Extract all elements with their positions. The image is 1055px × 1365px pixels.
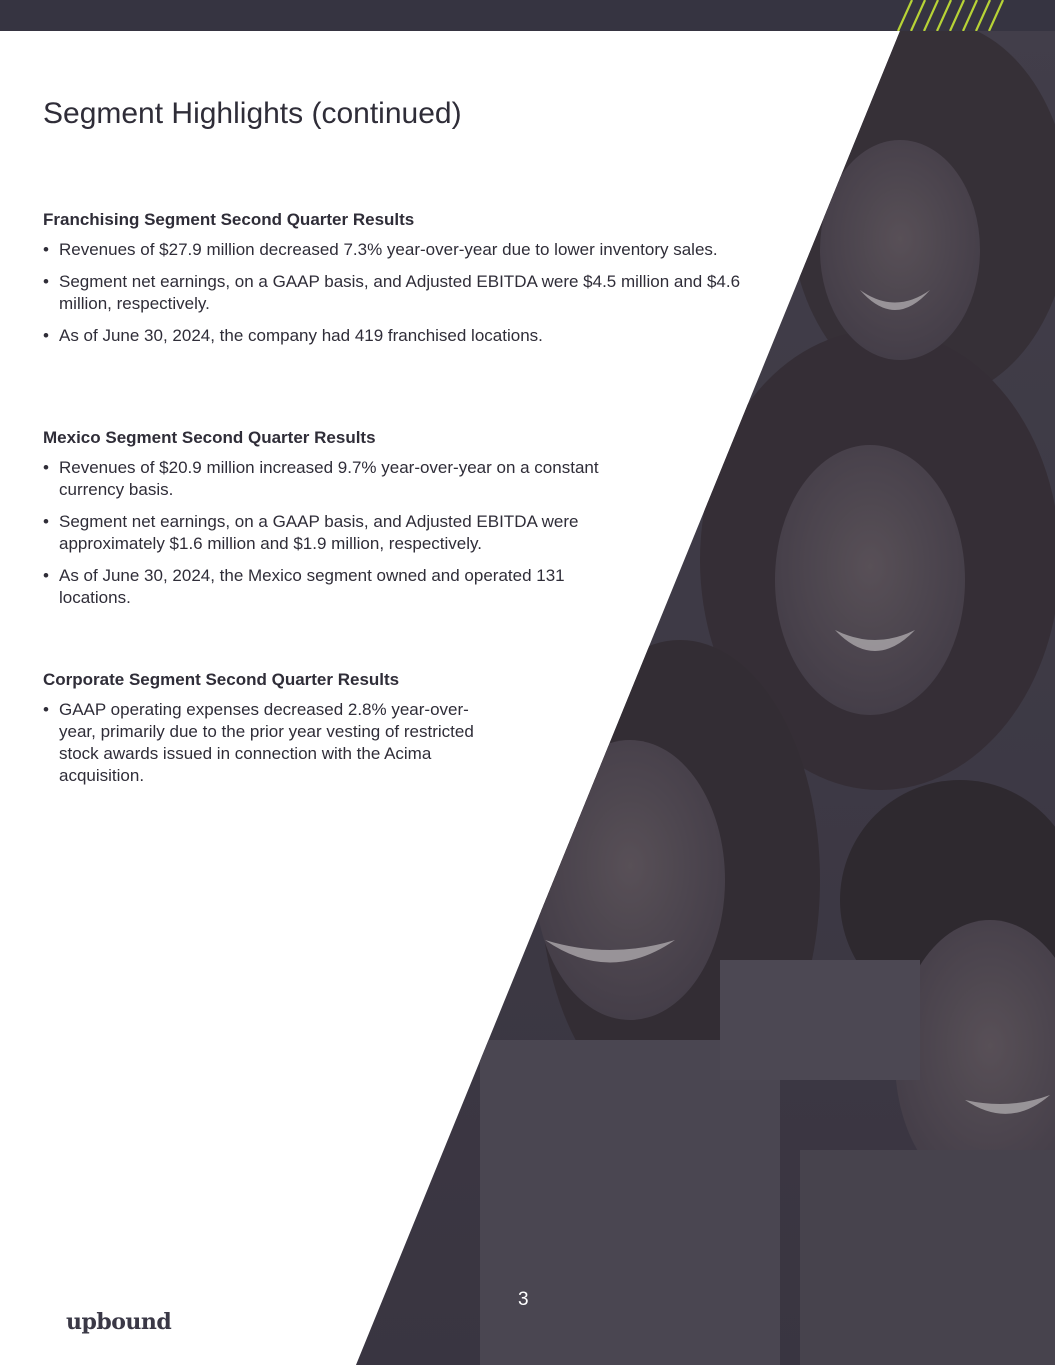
bullet-list xyxy=(43,457,633,609)
bullet-list xyxy=(43,239,758,347)
bullet-item: • Revenues of $27.9 million decreased 7.3% year-over-year due to lower inventory sales. xyxy=(43,239,758,261)
bullet-item: • Segment net earnings, on a GAAP basis, and Adjusted EBITDA were $4.5 million and $4.6 million, respectively. xyxy=(43,271,758,315)
franchising-segment-section xyxy=(43,209,758,357)
bullet-item: • As of June 30, 2024, the company had 419 franchised locations. xyxy=(43,325,758,347)
section-heading: Mexico Segment Second Quarter Results xyxy=(43,428,376,447)
bullet-item: • GAAP operating expenses decreased 2.8% year-over-year, primarily due to the prior year vesting of restricted stock awards issued in connection with the Acima acquisition. xyxy=(43,699,483,787)
section-heading: Corporate Segment Second Quarter Results xyxy=(43,670,400,689)
bullet-item: • Segment net earnings, on a GAAP basis, and Adjusted EBITDA were approximately $1.6 million and $1.9 million, respectively. xyxy=(43,511,633,555)
upbound-logo: upbound xyxy=(66,1309,172,1335)
page-number: 3 xyxy=(518,1289,529,1310)
corporate-segment-section xyxy=(43,669,483,797)
section-heading: Franchising Segment Second Quarter Results xyxy=(43,210,415,229)
accent-stripes-icon xyxy=(890,0,1020,31)
mexico-segment-section xyxy=(43,427,633,619)
bullet-item: • Revenues of $20.9 million increased 9.7% year-over-year on a constant currency basis. xyxy=(43,457,633,501)
bullet-item: • As of June 30, 2024, the Mexico segment owned and operated 131 locations. xyxy=(43,565,633,609)
page-title: Segment Highlights (continued) xyxy=(43,97,462,130)
bullet-list xyxy=(43,699,483,787)
